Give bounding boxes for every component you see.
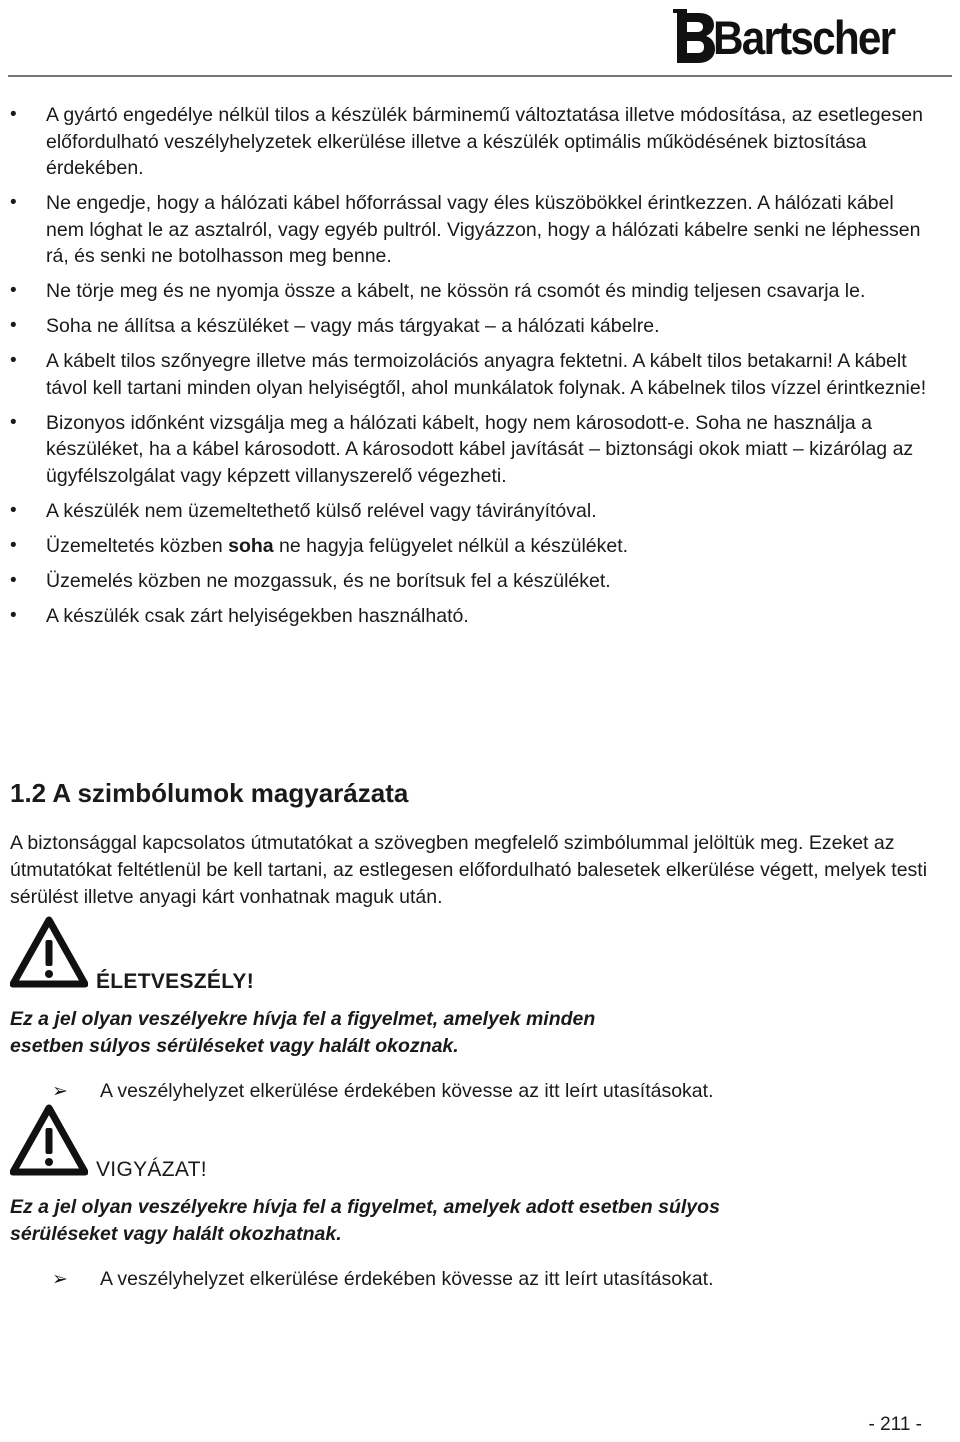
bullet-icon: •	[10, 569, 17, 591]
list-item: • Bizonyos időnként vizsgálja meg a hálózati kábelt, hogy nem károsodott-e. Soha ne használja a készüléket, ha a kábel károsodott. A károsodott kábel javítását – biztonsági okok miatt – kizárólag az ügyfélszolgálat vagy képzett villanyszerelő végezheti.	[10, 411, 914, 487]
list-item: • A készülék csak zárt helyiségekben használható.	[0, 603, 960, 630]
list-item: • A készülék nem üzemeltethető külső relével vagy távirányítóval.	[0, 498, 960, 525]
warning-description: Ez a jel olyan veszélyekre hívja fel a figyelmet, amelyek minden esetben súlyos sérüléseket vagy halált okoznak.	[10, 1008, 596, 1057]
arrow-bullet-icon: ➢	[52, 1081, 68, 1102]
warning-block-caution	[10, 1104, 940, 1293]
list-item: • A gyártó engedélye nélkül tilos a készülék bárminemű változtatása illetve módosítása, az esetlegesen előfordulható veszélyhelyzetek elkerülése illetve a készülék optimális működésének biztosítása érdekében.	[10, 104, 923, 179]
list-item: • Üzemelés közben ne mozgassuk, és ne borítsuk fel a készüléket.	[0, 568, 960, 595]
warning-description: Ez a jel olyan veszélyekre hívja fel a figyelmet, amelyek adott esetben súlyos sérüléseket vagy halált okozhatnak.	[10, 1196, 720, 1245]
warning-title: ÉLETVESZÉLY!	[96, 970, 255, 993]
list-item: • Ne törje meg és ne nyomja össze a kábelt, ne kössön rá csomót és mindig teljesen csavarja le.	[0, 278, 960, 305]
bullet-icon: •	[10, 350, 17, 371]
brand-name: Bartscher	[712, 10, 894, 64]
list-item: • A kábelt tilos szőnyegre illetve más termoizolációs anyagra fektetni. A kábelt tilos betakarni! A kábelt távol kell tartani minden olyan helyiségtől, ahol munkálatok folynak. A kábelnek tilos vízzel érintkeznie!	[10, 350, 927, 399]
page-number: - 211 -	[868, 1414, 922, 1435]
list-item: • Ne engedje, hogy a hálózati kábel hőforrással vagy éles küszöbökkel érintkezzen. A hálózati kábel nem lóghat le az asztalról, vagy egyéb pultról. Vigyázzon, hogy a hálózati kábelre senki ne léphessen rá, és senki ne botolhasson meg benne.	[10, 192, 921, 267]
header-divider	[8, 75, 952, 77]
bullet-icon: •	[10, 534, 17, 556]
bullet-icon: •	[10, 104, 17, 125]
warning-instruction: ➢ A veszélyhelyzet elkerülése érdekében kövesse az itt leírt utasításokat.	[10, 1078, 940, 1105]
bullet-icon: •	[10, 280, 17, 301]
bullet-icon: •	[10, 411, 17, 433]
list-item: • Üzemeltetés közben soha ne hagyja felügyelet nélkül a készüléket.	[0, 533, 960, 560]
arrow-bullet-icon: ➢	[52, 1269, 68, 1290]
warning-block-danger	[10, 916, 940, 1105]
section-intro: A biztonsággal kapcsolatos útmutatókat a szövegben megfelelő szimbólummal jelöltük meg. Ezeket az útmutatókat feltétlenül be kell tartani, az estlegesen előfordulható balesetek elkerülése végett, melyek testi sérülést illetve anyagi kárt vonhatnak maguk után.	[10, 832, 928, 908]
warning-triangle-icon	[10, 916, 88, 988]
list-item: • Soha ne állítsa a készüléket – vagy más tárgyakat – a hálózati kábelre.	[0, 313, 960, 340]
warning-title: VIGYÁZAT!	[96, 1158, 207, 1181]
safety-bullet-list	[0, 102, 960, 638]
section-title: 1.2 A szimbólumok magyarázata	[10, 778, 409, 808]
warning-triangle-icon	[10, 1104, 88, 1176]
warning-instruction: ➢ A veszélyhelyzet elkerülése érdekében kövesse az itt leírt utasításokat.	[10, 1266, 940, 1293]
bullet-icon: •	[10, 604, 17, 626]
bullet-icon: •	[10, 192, 17, 213]
bartscher-b-logo-icon	[673, 7, 717, 67]
bullet-icon: •	[10, 499, 17, 521]
brand-logo	[673, 4, 914, 70]
bullet-icon: •	[10, 315, 17, 336]
